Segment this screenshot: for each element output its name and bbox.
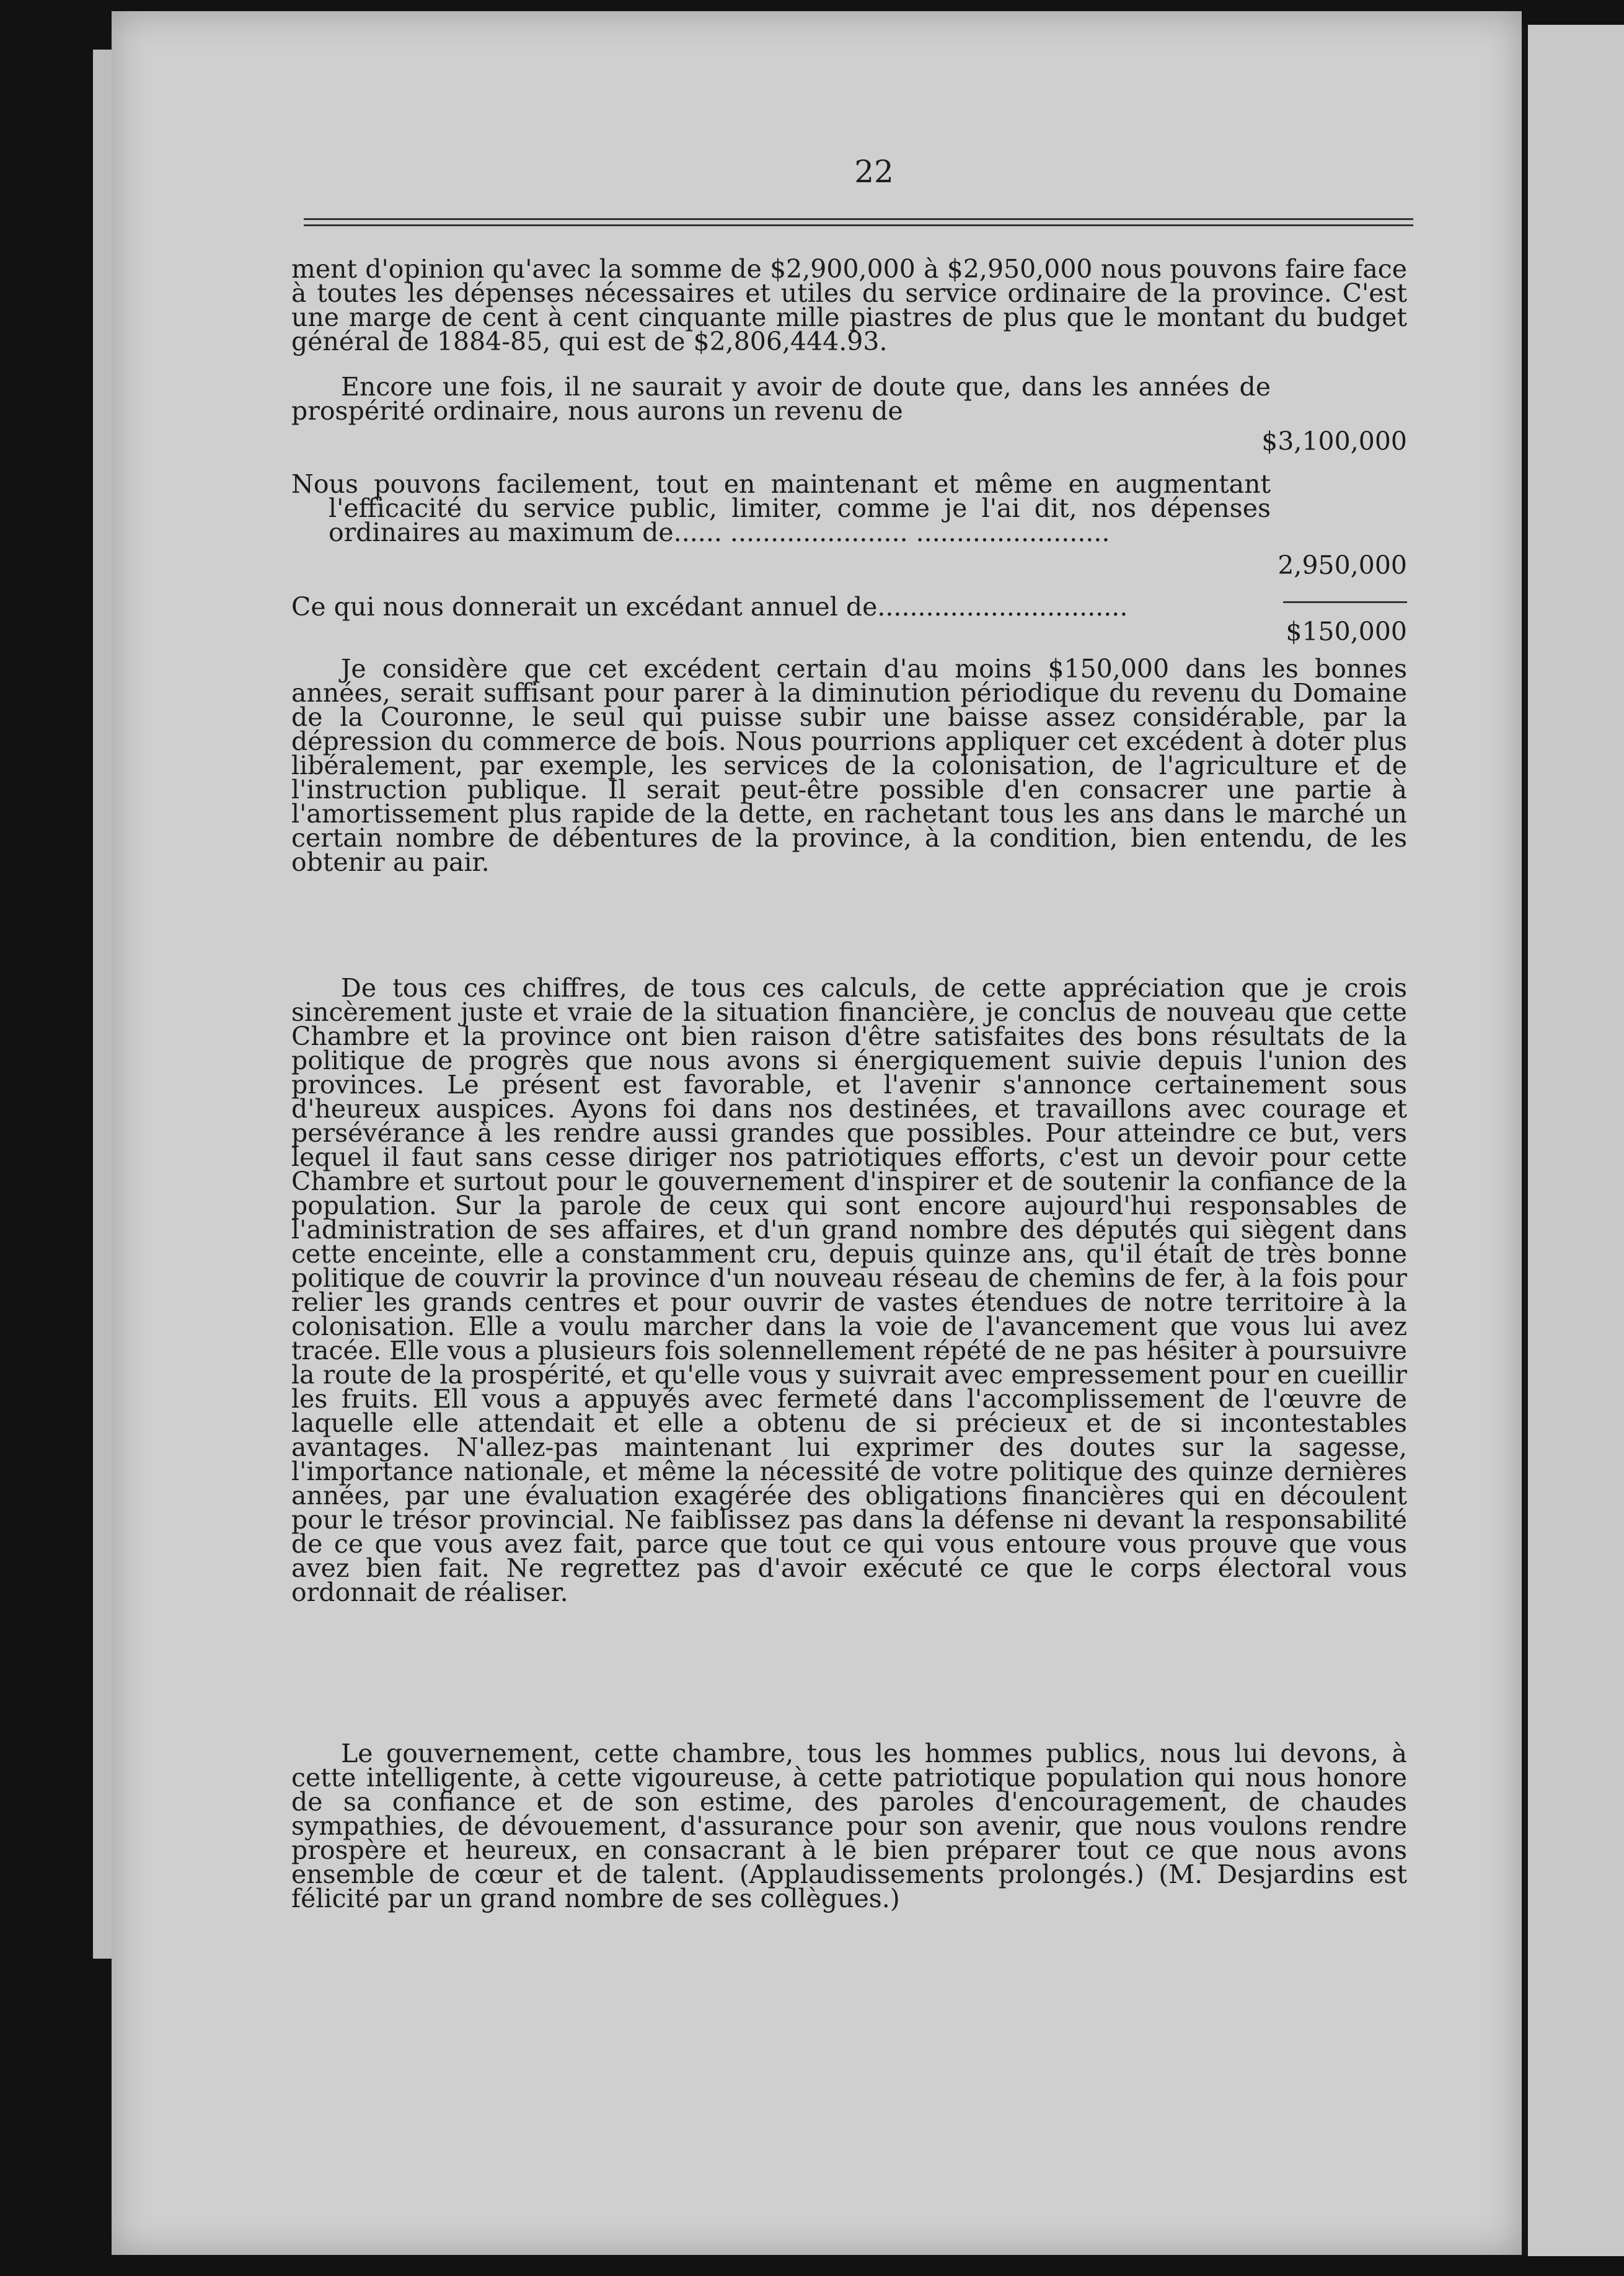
expenses-row [291, 550, 1407, 578]
revenue-line-block [291, 372, 1271, 426]
conclusion-paragraph: De tous ces chiffres, de tous ces calculs, de cette appréciation que je crois sincèrement juste et vraie de la situation financière, je conclus de nouveau que cette Chambre et la province ont bien raison d'être satisfaites des bons résultats de la politique de progrès que nous avons si énergiquement suivie depuis l'union des provinces. Le présent est favorable, et l'avenir s'annonce certainement sous d'heureux auspices. Ayons foi dans nos destinées, et travaillons avec courage et persévérance à les rendre aussi grandes que possibles. Pour atteindre ce but, vers lequel il faut sans cesse diriger nos patriotiques efforts, c'est un devoir pour cette Chambre et surtout pour le gouvernement d'inspirer et de soutenir la confiance de la population. Sur la parole de ceux qui sont encore aujourd'hui responsables de l'administration de ses affaires, et d'un grand nombre des députés qui siègent dans cette enceinte, elle a constamment cru, depuis quinze ans, qu'il était de très bonne politique de couvrir la province d'un nouveau réseau de chemins de fer, à la fois pour relier les grands centres et pour ouvrir de vastes étendues de notre territoire à la colonisation. Elle a voulu marcher dans la voie de l'avancement que vous lui avez tracée. Elle vous a plusieurs fois solennellement répété de ne pas hésiter à poursuivre la route de la prospérité, et qu'elle vous y suivrait avec empressement pour en cueillir les fruits. Ell vous a appuyés avec fermeté dans l'accomplissement de l'œuvre de laquelle elle attendait et elle a obtenu de si précieux et de si incontestables avantages. N'allez-pas maintenant lui exprimer des doutes sur la sagesse, l'importance nationale, et même la nécessité de votre politique des quinze dernières années, par une évaluation exagérée des obligations financières qui en découlent pour le trésor provincial. Ne faiblissez pas dans la défense ni devant la responsabilité de ce que vous avez fait, parce que tout ce qui vous entoure vous prouve que vous avez bien fait. Ne regrettez pas d'avoir exécuté ce que le corps électoral vous ordonnait de réaliser. [291, 973, 1407, 1607]
page-edge-left [93, 50, 112, 1959]
page-number: 22 [854, 154, 894, 190]
final-paragraph-block [291, 1739, 1407, 1913]
final-paragraph: Le gouvernement, cette chambre, tous les hommes publics, nous lui devons, à cette intelligente, à cette vigoureuse, à cette patriotique population qui nous honore de sa confiance et de son estime, des paroles d'encouragement, de chaudes sympathies, de dévouement, d'assurance pour son avenir, que nous voulons rendre prospère et heureux, en consacrant à le bien préparer tout ce que nous avons ensemble de cœur et de talent. (Applaudissements prolongés.) (M. Desjardins est félicité par un grand nombre de ses collègues.) [291, 1739, 1407, 1913]
intro-paragraph-block [291, 254, 1407, 356]
expenses-amount: 2,950,000 [1278, 550, 1407, 580]
conclusion-paragraph-block [291, 973, 1407, 1607]
adjacent-page-edge [1522, 25, 1624, 2256]
surplus-text: Ce qui nous donnerait un excédant annuel de............................... [291, 592, 1128, 622]
surplus-amount: $150,000 [1286, 617, 1407, 646]
surplus-paragraph: Je considère que cet excédent certain d'au moins $150,000 dans les bonnes années, serait suffisant pour parer à la diminution périodique du revenu du Domaine de la Couronne, le seul qui puisse subir une baisse assez considérable, par la dépression du commerce de bois. Nous pourrions appliquer cet excédent à doter plus libéralement, par exemple, les services de la colonisation, de l'agriculture et de l'instruction publique. Il serait peut-être possible d'en consacrer une partie à l'amortissement plus rapide de la dette, en rachetant tous les ans dans le marché un certain nombre de débentures de la province, à la condition, bien entendu, de les obtenir au pair. [291, 654, 1407, 877]
surplus-row [291, 617, 1407, 645]
expenses-line-block [291, 469, 1271, 547]
revenue-text: Encore une fois, il ne saurait y avoir de doute que, dans les années de prospérité ordinaire, nous aurons un revenu de [291, 372, 1271, 426]
revenue-row [291, 426, 1407, 454]
expenses-text: Nous pouvons facilement, tout en maintenant et même en augmentant l'efficacité du service public, limiter, comme je l'ai dit, nos dépenses ordinaires au maximum de...... ...................... ........................ [291, 469, 1271, 547]
surplus-paragraph-block [291, 654, 1407, 877]
header-rule-top [304, 218, 1413, 220]
intro-paragraph: ment d'opinion qu'avec la somme de $2,900,000 à $2,950,000 nous pouvons faire face à toutes les dépenses nécessaires et utiles du service ordinaire de la province. C'est une marge de cent à cent cinquante mille piastres de plus que le montant du budget général de 1884-85, qui est de $2,806,444.93. [291, 254, 1407, 356]
header-rule-bottom [304, 224, 1413, 226]
surplus-line-block [291, 592, 1258, 622]
revenue-amount: $3,100,000 [1261, 426, 1407, 456]
sum-rule [1283, 601, 1407, 603]
